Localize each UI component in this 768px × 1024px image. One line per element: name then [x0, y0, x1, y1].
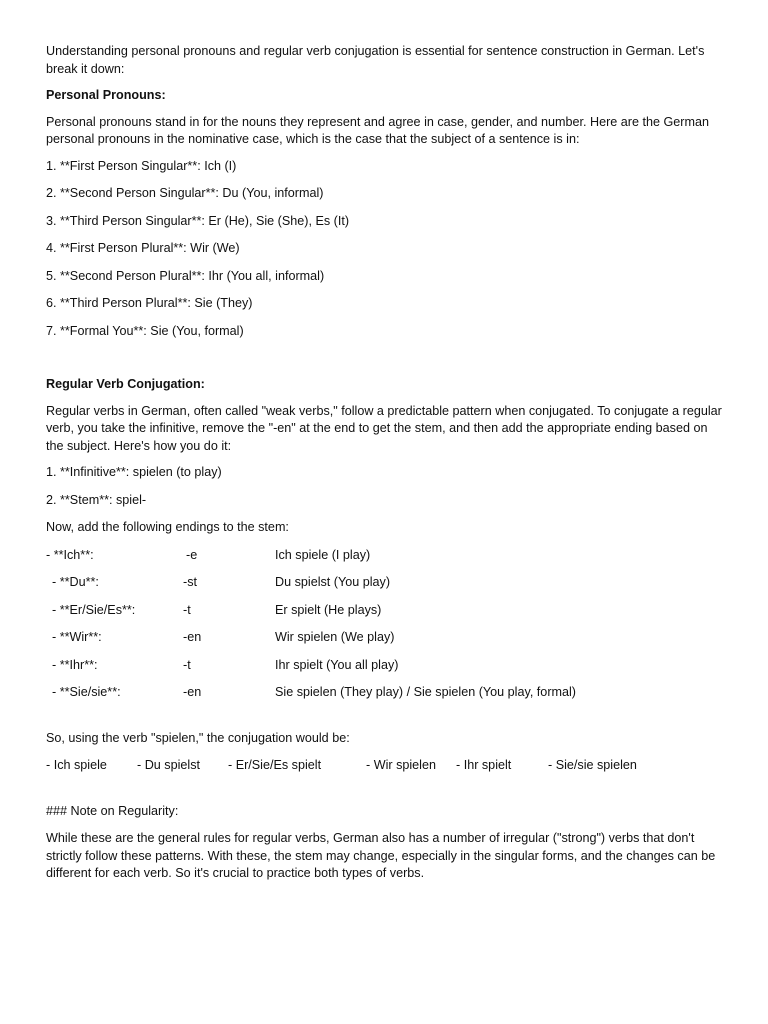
endings-table	[46, 547, 726, 702]
ending-example: Er spielt (He plays)	[275, 602, 382, 617]
spacer	[46, 350, 726, 376]
ending-subject: - **Ihr**:	[52, 657, 98, 672]
document-page	[46, 43, 726, 892]
table-row	[46, 684, 726, 702]
summary-form: - Ich spiele	[46, 758, 107, 772]
note-heading: ### Note on Regularity:	[46, 803, 179, 818]
list-item: 4. **First Person Plural**: Wir (We)	[46, 241, 240, 255]
ending-suffix: -st	[183, 575, 197, 589]
conjugation-steps	[46, 464, 726, 509]
spacer	[46, 785, 726, 803]
table-row	[46, 629, 726, 647]
ending-subject: - **Er/Sie/Es**:	[52, 602, 136, 617]
conjugation-description: Regular verbs in German, often called "weak verbs," follow a predictable pattern when conjugated. To conjugate a regular verb, you take the infinitive, remove the "-en" at the end to get the stem, and then add the appropriate ending based on the subject. Here's how you do it:	[46, 403, 722, 453]
list-item: 7. **Formal You**: Sie (You, formal)	[46, 323, 244, 338]
ending-example: Sie spielen (They play) / Sie spielen (You play, formal)	[275, 685, 576, 699]
table-row	[46, 574, 726, 592]
table-row	[46, 657, 726, 675]
ending-suffix: -t	[183, 657, 191, 672]
list-item: 1. **Infinitive**: spielen (to play)	[46, 465, 222, 479]
summary-form: - Sie/sie spielen	[548, 758, 637, 772]
ending-example: Ich spiele (I play)	[275, 547, 371, 562]
list-item: 2. **Second Person Singular**: Du (You, informal)	[46, 186, 324, 200]
endings-intro: Now, add the following endings to the stem:	[46, 520, 289, 534]
list-item: 3. **Third Person Singular**: Er (He), Sie (She), Es (It)	[46, 213, 350, 228]
note-text: While these are the general rules for regular verbs, German also has a number of irregular ("strong") verbs that don't strictly follow these patterns. With these, the stem may change, especially in the singular forms, and the changes can be different for each verb. So it's crucial to practice both types of verbs.	[46, 831, 716, 880]
ending-example: Du spielst (You play)	[275, 575, 391, 589]
pronouns-heading: Personal Pronouns:	[46, 88, 166, 102]
summary-form: - Ihr spielt	[456, 758, 512, 772]
list-item: 6. **Third Person Plural**: Sie (They)	[46, 296, 253, 310]
summary-form: - Wir spielen	[366, 758, 436, 772]
ending-suffix: -e	[186, 547, 198, 562]
summary-form: - Er/Sie/Es spielt	[228, 758, 322, 772]
conjugation-summary	[46, 757, 726, 775]
ending-subject: - **Ich**:	[46, 547, 94, 562]
spacer	[46, 712, 726, 730]
ending-suffix: -en	[183, 685, 202, 699]
ending-subject: - **Sie/sie**:	[52, 685, 121, 699]
pronoun-list	[46, 158, 726, 341]
list-item: 5. **Second Person Plural**: Ihr (You all, informal)	[46, 268, 325, 283]
summary-form: - Du spielst	[137, 758, 200, 772]
ending-example: Wir spielen (We play)	[275, 630, 395, 644]
table-row	[46, 547, 726, 565]
ending-example: Ihr spielt (You all play)	[275, 657, 399, 672]
pronouns-description: Personal pronouns stand in for the nouns they represent and agree in case, gender, and number. Here are the German personal pronouns in the nominative case, which is the case that the subject of a sentence is in:	[46, 114, 709, 146]
intro-paragraph: Understanding personal pronouns and regular verb conjugation is essential for sentence construction in German. Let's break it down:	[46, 44, 705, 76]
ending-suffix: -t	[183, 602, 191, 617]
list-item: 2. **Stem**: spiel-	[46, 492, 147, 507]
ending-suffix: -en	[183, 630, 202, 644]
summary-intro: So, using the verb "spielen," the conjugation would be:	[46, 730, 350, 745]
ending-subject: - **Wir**:	[52, 630, 102, 644]
conjugation-heading: Regular Verb Conjugation:	[46, 377, 205, 391]
ending-subject: - **Du**:	[52, 575, 99, 589]
table-row	[46, 602, 726, 620]
list-item: 1. **First Person Singular**: Ich (I)	[46, 158, 237, 173]
